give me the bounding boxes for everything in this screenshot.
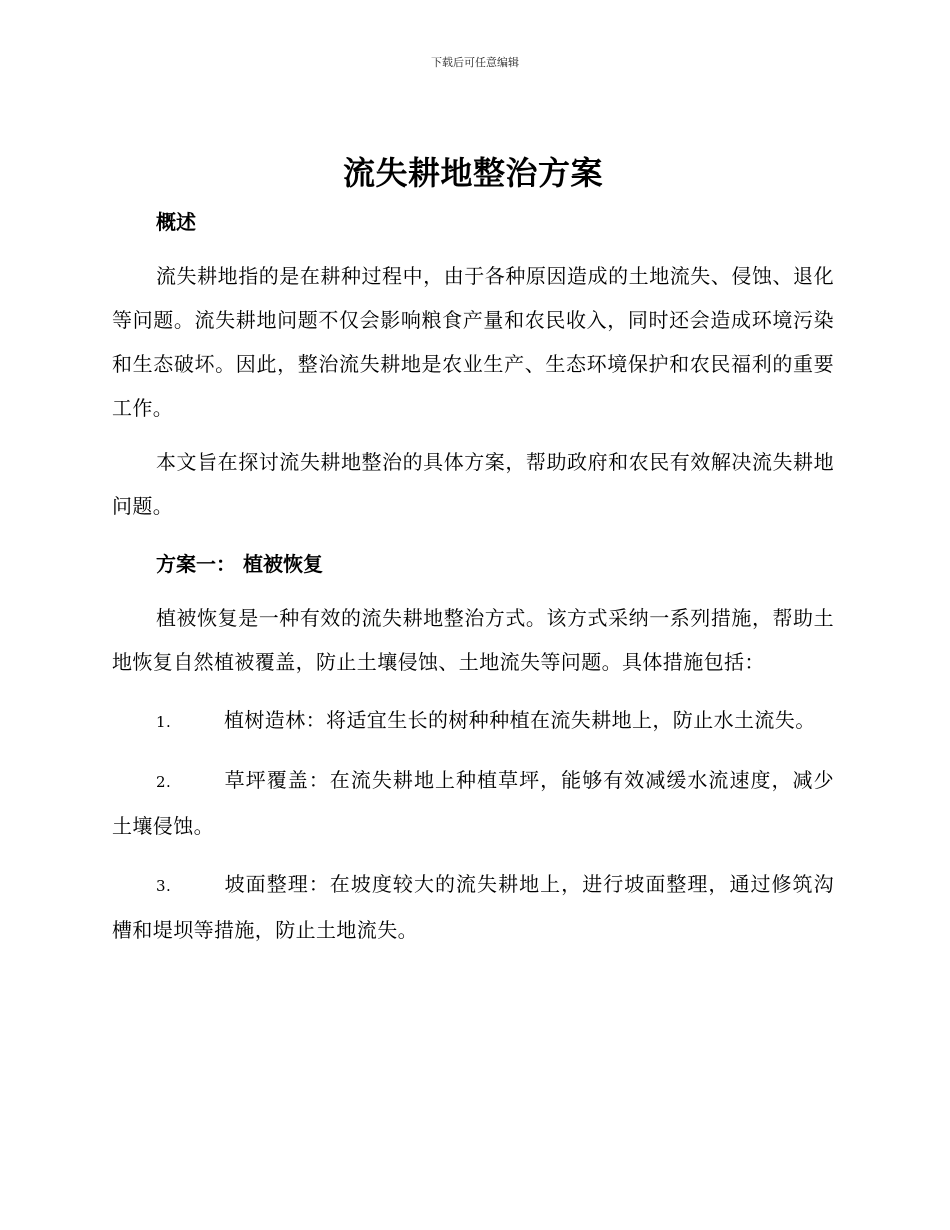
page-header: 下载后可任意编辑 — [431, 56, 519, 69]
document-body — [112, 148, 834, 952]
list-item-text: 草坪覆盖：在流失耕地上种植草坪，能够有效减缓水流速度，减少土壤侵蚀。 — [112, 768, 834, 838]
plan-one-paragraph: 植被恢复是一种有效的流失耕地整治方式。该方式采纳一系列措施，帮助土地恢复自然植被覆盖，防止土壤侵蚀、土地流失等问题。具体措施包括： — [112, 606, 834, 674]
list-item — [112, 862, 834, 952]
list-item-text: 植树造林：将适宜生长的树种种植在流失耕地上，防止水土流失。 — [224, 708, 816, 732]
overview-paragraph-2: 本文旨在探讨流失耕地整治的具体方案，帮助政府和农民有效解决流失耕地问题。 — [112, 450, 834, 518]
section-heading-plan-one: 方案一： 植被恢复 — [156, 552, 323, 576]
list-item-number: 2. — [156, 773, 172, 791]
list-item-text: 坡面整理：在坡度较大的流失耕地上，进行坡面整理，通过修筑沟槽和堤坝等措施，防止土地流失。 — [112, 872, 834, 942]
list-item-number: 1. — [156, 713, 172, 731]
section-heading-overview: 概述 — [156, 210, 196, 234]
list-item — [112, 698, 834, 744]
list-item-number: 3. — [156, 877, 172, 895]
list-item — [112, 758, 834, 848]
document-title: 流失耕地整治方案 — [342, 154, 603, 192]
overview-paragraph-1: 流失耕地指的是在耕种过程中，由于各种原因造成的土地流失、侵蚀、退化等问题。流失耕地问题不仅会影响粮食产量和农民收入，同时还会造成环境污染和生态破坏。因此，整治流失耕地是农业生产、生态环境保护和农民福利的重要工作。 — [112, 264, 834, 420]
